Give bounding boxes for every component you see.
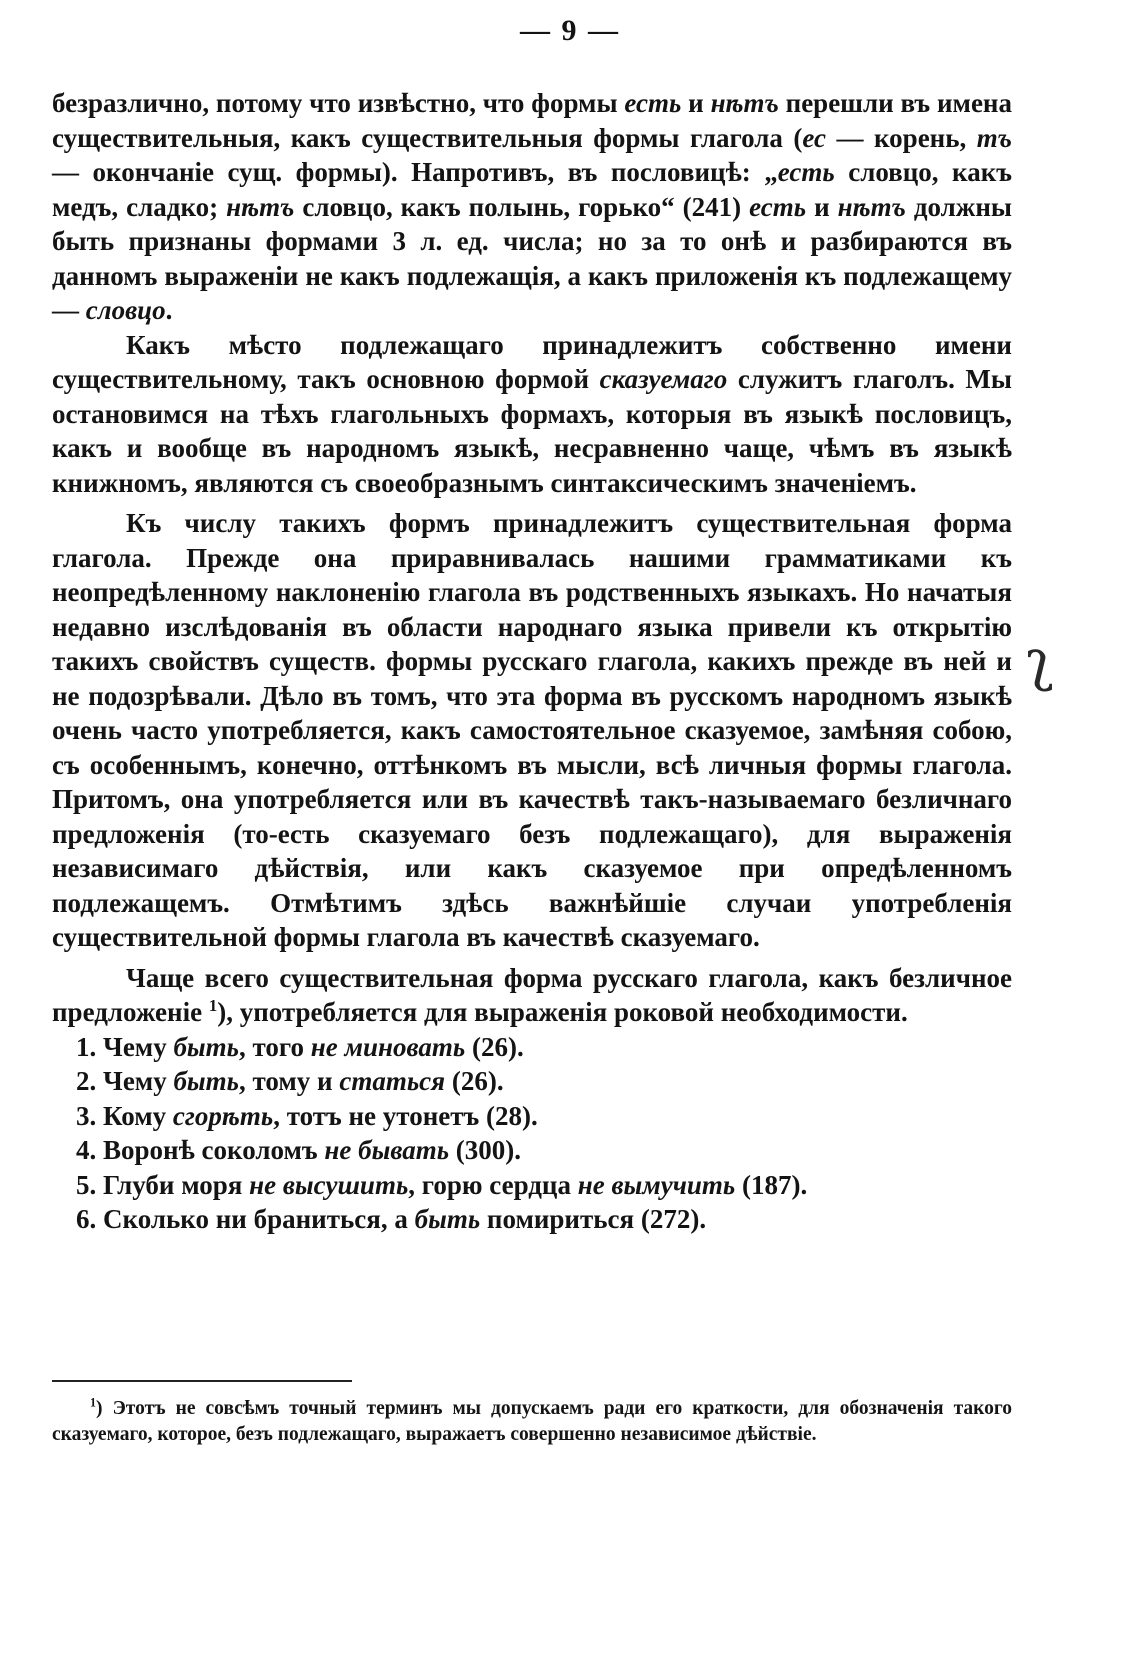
paragraph-1: безразлично, потому что извѣстно, что формы есть и нѣтъ перешли въ имена существительныя, какъ существительныя формы глагола (ес — корень, тъ — окончаніе сущ. формы). Напротивъ, въ пословицѣ: „есть словцо, какъ медъ, сладко; нѣтъ словцо, какъ полынь, горько“ (241) есть и нѣтъ должны быть признаны формами 3 л. ед. числа; но за то онѣ и разбираются въ данномъ выраженіи не какъ подлежащія, а какъ приложенія къ подлежащему — словцо. [52, 88, 1013, 325]
proverb-example: 3. Кому сгорѣть, тотъ не утонетъ (28). [76, 1100, 538, 1131]
proverb-example: 6. Сколько ни браниться, а быть помириться (272). [76, 1204, 707, 1234]
proverb-example: 2. Чему быть, тому и статься (26). [76, 1066, 504, 1096]
proverb-examples [52, 1030, 1012, 1237]
body-text [52, 86, 1012, 1237]
paragraph-3: Къ числу такихъ формъ принадлежитъ существительная форма глагола. Прежде она приравнивалась нашими грамматиками къ неопредѣленному наклоненію глагола въ родственныхъ языкахъ. Но начатыя недавно изслѣдованія въ области народнаго языка привели къ открытію такихъ свойствъ существ. формы русскаго глагола, какихъ прежде въ ней и не подозрѣвали. Дѣло въ томъ, что эта форма въ русскомъ народномъ языкѣ очень часто употребляется, какъ самостоятельное сказуемое, замѣняя собою, съ особеннымъ, конечно, оттѣнкомъ въ мысли, всѣ личныя формы глагола. Притомъ, она употребляется или въ качествѣ такъ-называемаго безличнаго предложенія (то-есть сказуемаго безъ подлежащаго), для выраженія независимаго дѣйствія, или какъ сказуемое при опредѣленномъ подлежащемъ. Отмѣтимъ здѣсь важнѣйшіе случаи употребленія существительной формы глагола въ качествѣ сказуемаго. [52, 508, 1012, 952]
paragraph-2: Какъ мѣсто подлежащаго принадлежитъ собственно имени существительному, такъ основною формой сказуемаго служитъ глаголъ. Мы остановимся на тѣхъ глагольныхъ формахъ, которыя въ языкѣ пословицъ, какъ и вообще въ народномъ языкѣ, несравненно чаще, чѣмъ въ языкѣ книжномъ, являются съ своеобразнымъ синтаксическимъ значеніемъ. [52, 329, 1013, 498]
page-number: — 9 — [520, 14, 620, 47]
footnote-ref[interactable]: 1 [208, 996, 218, 1015]
paragraph-4: Чаще всего существительная форма русскаго глагола, какъ безличное предложеніе $^1$), употребляется для выраженія роковой необходимости. [52, 962, 1012, 1027]
proverb-example: 5. Глуби моря не высушить, горю сердца не вымучить (187). [76, 1169, 808, 1200]
proverb-example: 4. Воронѣ соколомъ не бывать (300). [76, 1135, 522, 1165]
margin-pencil-mark: ʅ [1026, 628, 1054, 693]
proverb-example: 1. Чему быть, того не миновать (26). [76, 1031, 524, 1062]
footnote-separator [52, 1380, 352, 1382]
footnote: $^1$) Этотъ не совсѣмъ точный терминъ мы допускаемъ ради его краткости, для обозначенія такого сказуемаго, которое, безъ подлежащаго, выражаетъ совершенно независимое дѣйствіе. [52, 1395, 1012, 1445]
